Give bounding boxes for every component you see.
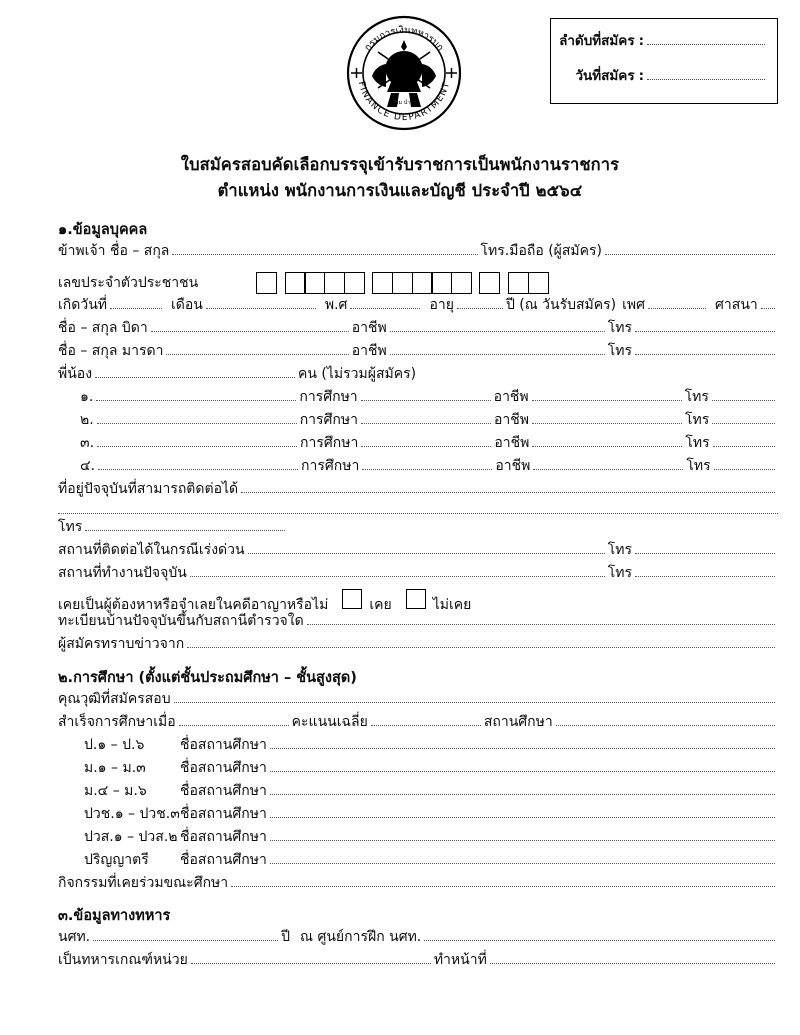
education-level-label: ปวช.๑ – ปวช.๓ (84, 806, 180, 823)
criminal-yes-label: เคย (369, 597, 392, 614)
criminal-no-checkbox[interactable] (406, 589, 426, 609)
sibling-name-field[interactable] (97, 415, 297, 424)
birth-year-field[interactable] (350, 300, 420, 309)
urgent-contact-field[interactable] (248, 545, 605, 554)
police-station-label: ทะเบียนบ้านปัจจุบันขึ้นกับสถานีตำรวจใด (58, 613, 304, 630)
father-tel-field[interactable] (635, 323, 775, 332)
applicant-name-row (58, 244, 778, 267)
form-header (0, 0, 800, 140)
father-name-label: ชื่อ – สกุล บิดา (58, 320, 148, 337)
sibling-number: ๒. (80, 412, 94, 429)
news-source-field[interactable] (187, 639, 775, 648)
institution-label: สถานศึกษา (483, 714, 553, 731)
police-station-row (58, 614, 778, 637)
seal-inner-text: ธรรม นำ กิจ (389, 100, 419, 106)
conscript-unit-field[interactable] (191, 955, 431, 964)
criminal-yes-checkbox[interactable] (342, 589, 362, 609)
address-tel-row (58, 520, 778, 543)
age-field[interactable] (457, 300, 503, 309)
sibling-number: ๑. (80, 389, 94, 406)
id-cell[interactable] (324, 272, 345, 294)
section2-heading: ๒.การศึกษา (ตั้งแต่ชั้นประถมศึกษา – ชั้นสูงสุด) (58, 670, 357, 687)
education-level-label: ป.๑ – ป.๖ (84, 737, 145, 754)
conscript-label: เป็นทหารเกณฑ์หน่วย (58, 952, 188, 969)
id-cell[interactable] (508, 272, 529, 294)
sibling-row-4 (58, 459, 778, 482)
national-id-label: เลขประจำตัวประชาชน (58, 275, 199, 292)
sibling-education-field[interactable] (361, 415, 491, 424)
father-tel-label: โทร (607, 320, 632, 337)
current-address-field[interactable] (241, 484, 775, 493)
sibling-name-field[interactable] (98, 461, 298, 470)
sibling-education-field[interactable] (362, 461, 492, 470)
finance-department-seal-icon (345, 14, 463, 132)
sibling-education-field[interactable] (361, 392, 491, 401)
workplace-label: สถานที่ทำงานปัจจุบัน (58, 565, 187, 582)
duty-field[interactable] (490, 955, 775, 964)
sibling-education-label: การศึกษา (299, 412, 358, 429)
siblings-count-row (58, 367, 778, 390)
mother-tel-field[interactable] (635, 346, 775, 355)
school-name-label: ชื่อสถานศึกษา (180, 852, 267, 869)
mother-name-label: ชื่อ – สกุล มารดา (58, 343, 164, 360)
father-name-field[interactable] (151, 323, 349, 332)
sibling-row-2 (58, 413, 778, 436)
siblings-unit-label: คน (ไม่รวมผู้สมัคร) (298, 366, 417, 383)
criminal-record-label: เคยเป็นผู้ต้องหาหรือจำเลยในคดีอาญาหรือไม่ (58, 597, 329, 614)
rotc-center-field[interactable] (424, 932, 775, 941)
graduated-field[interactable] (179, 717, 289, 726)
graduated-label: สำเร็จการศึกษาเมื่อ (58, 714, 176, 731)
id-cell[interactable] (528, 272, 549, 294)
applicant-name-label: ข้าพเจ้า ชื่อ – สกุล (58, 243, 170, 260)
education-level-label: ม.๔ – ม.๖ (84, 783, 147, 800)
sibling-number: ๔. (80, 458, 96, 475)
id-cell[interactable] (479, 272, 500, 294)
school-name-field[interactable] (270, 740, 775, 749)
sibling-education-label: การศึกษา (300, 435, 359, 452)
gpa-label: คะแนนเฉลี่ย (291, 714, 368, 731)
current-address-field-line2[interactable] (58, 505, 778, 514)
registration-info-box (550, 18, 778, 104)
siblings-label: พี่น้อง (58, 366, 93, 383)
education-level-row-1 (58, 738, 778, 761)
siblings-count-field[interactable] (95, 369, 295, 378)
workplace-row (58, 566, 778, 589)
criminal-no-label: ไม่เคย (432, 597, 472, 614)
form-title (0, 152, 800, 203)
father-row (58, 321, 778, 344)
sibling-education-label: การศึกษา (301, 458, 360, 475)
gender-field[interactable] (648, 300, 706, 309)
id-cell[interactable] (412, 272, 433, 294)
news-source-label: ผู้สมัครทราบข่าวจาก (58, 636, 185, 653)
current-address-row (58, 482, 778, 505)
sibling-occupation-field[interactable] (532, 415, 682, 424)
sibling-occupation-field[interactable] (532, 392, 682, 401)
school-name-field[interactable] (270, 832, 775, 841)
sibling-tel-field[interactable] (712, 415, 775, 424)
school-name-label: ชื่อสถานศึกษา (180, 829, 267, 846)
id-group-3[interactable] (372, 272, 470, 294)
religion-field[interactable] (761, 300, 775, 309)
sibling-occupation-label: อาชีพ (495, 458, 531, 475)
age-unit-label: ปี (ณ วันรับสมัคร) (505, 297, 617, 314)
school-name-field[interactable] (270, 809, 775, 818)
activities-label: กิจกรรมที่เคยร่วมขณะศึกษา (58, 875, 229, 892)
birth-year-label: พ.ศ (324, 297, 348, 314)
rotc-row (58, 930, 778, 953)
application-order-row (551, 29, 765, 51)
id-group-1[interactable] (256, 272, 276, 294)
news-source-row (58, 637, 778, 660)
form-title-line1: ใบสมัครสอบคัดเลือกบรรจุเข้ารับราชการเป็นพนักงานราชการ (180, 155, 620, 174)
sibling-row-3 (58, 436, 778, 459)
mother-name-field[interactable] (166, 346, 348, 355)
gender-label: เพศ (622, 297, 646, 314)
father-occupation-field[interactable] (390, 323, 605, 332)
urgent-tel-label: โทร (607, 542, 632, 559)
school-name-field[interactable] (270, 786, 775, 795)
school-name-label: ชื่อสถานศึกษา (180, 760, 267, 777)
applicant-name-field[interactable] (172, 246, 477, 255)
id-group-4[interactable] (479, 272, 499, 294)
national-id-row (58, 268, 778, 298)
rotc-year-unit-label: ปี (281, 929, 291, 946)
school-name-label: ชื่อสถานศึกษา (180, 806, 267, 823)
criminal-record-row (58, 589, 778, 614)
section3-heading: ๓.ข้อมูลทางทหาร (58, 908, 171, 925)
birth-month-field[interactable] (206, 300, 316, 309)
form-title-line2: ตำแหน่ง พนักงานการเงินและบัญชี ประจำปี ๒๕๖๔ (217, 180, 583, 200)
age-label: อายุ (429, 297, 454, 314)
sibling-occupation-field[interactable] (533, 461, 683, 470)
sibling-tel-label: โทร (685, 412, 710, 429)
sibling-tel-label: โทร (686, 458, 711, 475)
form-body (0, 203, 800, 976)
qualification-field[interactable] (174, 694, 775, 703)
duty-label: ทำหน้าที่ (433, 952, 487, 969)
school-name-field[interactable] (270, 855, 775, 864)
mother-occupation-label: อาชีพ (351, 343, 387, 360)
sibling-row-1 (58, 390, 778, 413)
address-tel-field[interactable] (85, 522, 285, 531)
id-cell[interactable] (392, 272, 413, 294)
applicant-mobile-label: โทร.มือถือ (ผู้สมัคร) (480, 243, 602, 260)
sibling-tel-label: โทร (685, 435, 710, 452)
national-id-boxes[interactable] (256, 272, 556, 294)
id-cell[interactable] (372, 272, 393, 294)
education-level-row-6 (58, 853, 778, 876)
application-date-row (551, 64, 765, 86)
application-date-label: วันที่สมัคร (575, 68, 635, 84)
sibling-name-field[interactable] (97, 438, 297, 447)
qualification-label: คุณวุฒิที่สมัครสอบ (58, 691, 171, 708)
address-tel-label: โทร (58, 519, 83, 536)
birth-date-field[interactable] (110, 300, 162, 309)
id-cell[interactable] (431, 272, 452, 294)
workplace-tel-label: โทร (607, 565, 632, 582)
urgent-contact-label: สถานที่ติดต่อได้ในกรณีเร่งด่วน (58, 542, 245, 559)
education-level-label: ปริญญาตรี (84, 852, 149, 869)
mother-row (58, 344, 778, 367)
birth-info-row (58, 298, 778, 321)
sibling-education-field[interactable] (361, 438, 491, 447)
mother-tel-label: โทร (607, 343, 632, 360)
id-cell[interactable] (285, 272, 306, 294)
education-level-row-5 (58, 830, 778, 853)
id-group-2[interactable] (285, 272, 363, 294)
seal-thai-text: กรมการเงินทหารบก (362, 24, 446, 54)
school-name-label: ชื่อสถานศึกษา (180, 737, 267, 754)
rotc-years-field[interactable] (93, 932, 278, 941)
order-colon: : (638, 33, 644, 49)
workplace-tel-field[interactable] (635, 568, 775, 577)
sibling-tel-field[interactable] (713, 438, 775, 447)
sibling-tel-field[interactable] (712, 392, 775, 401)
section1-heading: ๑.ข้อมูลบุคคล (58, 222, 148, 239)
rotc-label: นศท. (58, 929, 91, 946)
id-cell[interactable] (256, 272, 277, 294)
conscript-row (58, 953, 778, 976)
education-level-label: ม.๑ – ม.๓ (84, 760, 146, 777)
sibling-occupation-label: อาชีพ (493, 389, 529, 406)
education-level-row-3 (58, 784, 778, 807)
date-colon: : (638, 68, 644, 84)
id-group-5[interactable] (508, 272, 547, 294)
school-name-label: ชื่อสถานศึกษา (180, 783, 267, 800)
education-level-label: ปวส.๑ – ปวส.๒ (84, 829, 178, 846)
id-cell[interactable] (451, 272, 472, 294)
gpa-field[interactable] (371, 717, 481, 726)
seal-english-text: FINANCE DEPARTMENT (355, 80, 453, 124)
applicant-mobile-field[interactable] (605, 246, 775, 255)
graduation-row (58, 715, 778, 738)
sibling-occupation-label: อาชีพ (494, 412, 529, 429)
current-address-label: ที่อยู่ปัจจุบันที่สามารถติดต่อได้ (58, 481, 239, 498)
sibling-tel-label: โทร (684, 389, 709, 406)
rotc-center-label: ณ ศูนย์การฝึก นศท. (300, 929, 422, 946)
father-occupation-label: อาชีพ (351, 320, 387, 337)
id-cell[interactable] (304, 272, 325, 294)
birth-date-label: เกิดวันที่ (58, 297, 108, 314)
application-order-label: ลำดับที่สมัคร (559, 33, 635, 49)
urgent-contact-row (58, 543, 778, 566)
mother-occupation-field[interactable] (390, 346, 605, 355)
education-level-row-4 (58, 807, 778, 830)
sibling-name-field[interactable] (96, 392, 296, 401)
qualification-row (58, 692, 778, 715)
sibling-occupation-label: อาชีพ (494, 435, 530, 452)
birth-month-label: เดือน (171, 297, 203, 314)
education-level-row-2 (58, 761, 778, 784)
activities-row (58, 876, 778, 899)
police-station-field[interactable] (307, 616, 775, 625)
application-order-field[interactable] (647, 35, 765, 45)
workplace-field[interactable] (190, 568, 605, 577)
id-cell[interactable] (344, 272, 365, 294)
sibling-occupation-field[interactable] (532, 438, 682, 447)
sibling-education-label: การศึกษา (299, 389, 358, 406)
school-name-field[interactable] (270, 763, 775, 772)
urgent-tel-field[interactable] (635, 545, 775, 554)
application-date-field[interactable] (647, 70, 765, 80)
activities-field[interactable] (231, 878, 775, 887)
sibling-tel-field[interactable] (714, 461, 775, 470)
sibling-number: ๓. (80, 435, 95, 452)
religion-label: ศาสนา (715, 297, 758, 314)
institution-field[interactable] (556, 717, 775, 726)
